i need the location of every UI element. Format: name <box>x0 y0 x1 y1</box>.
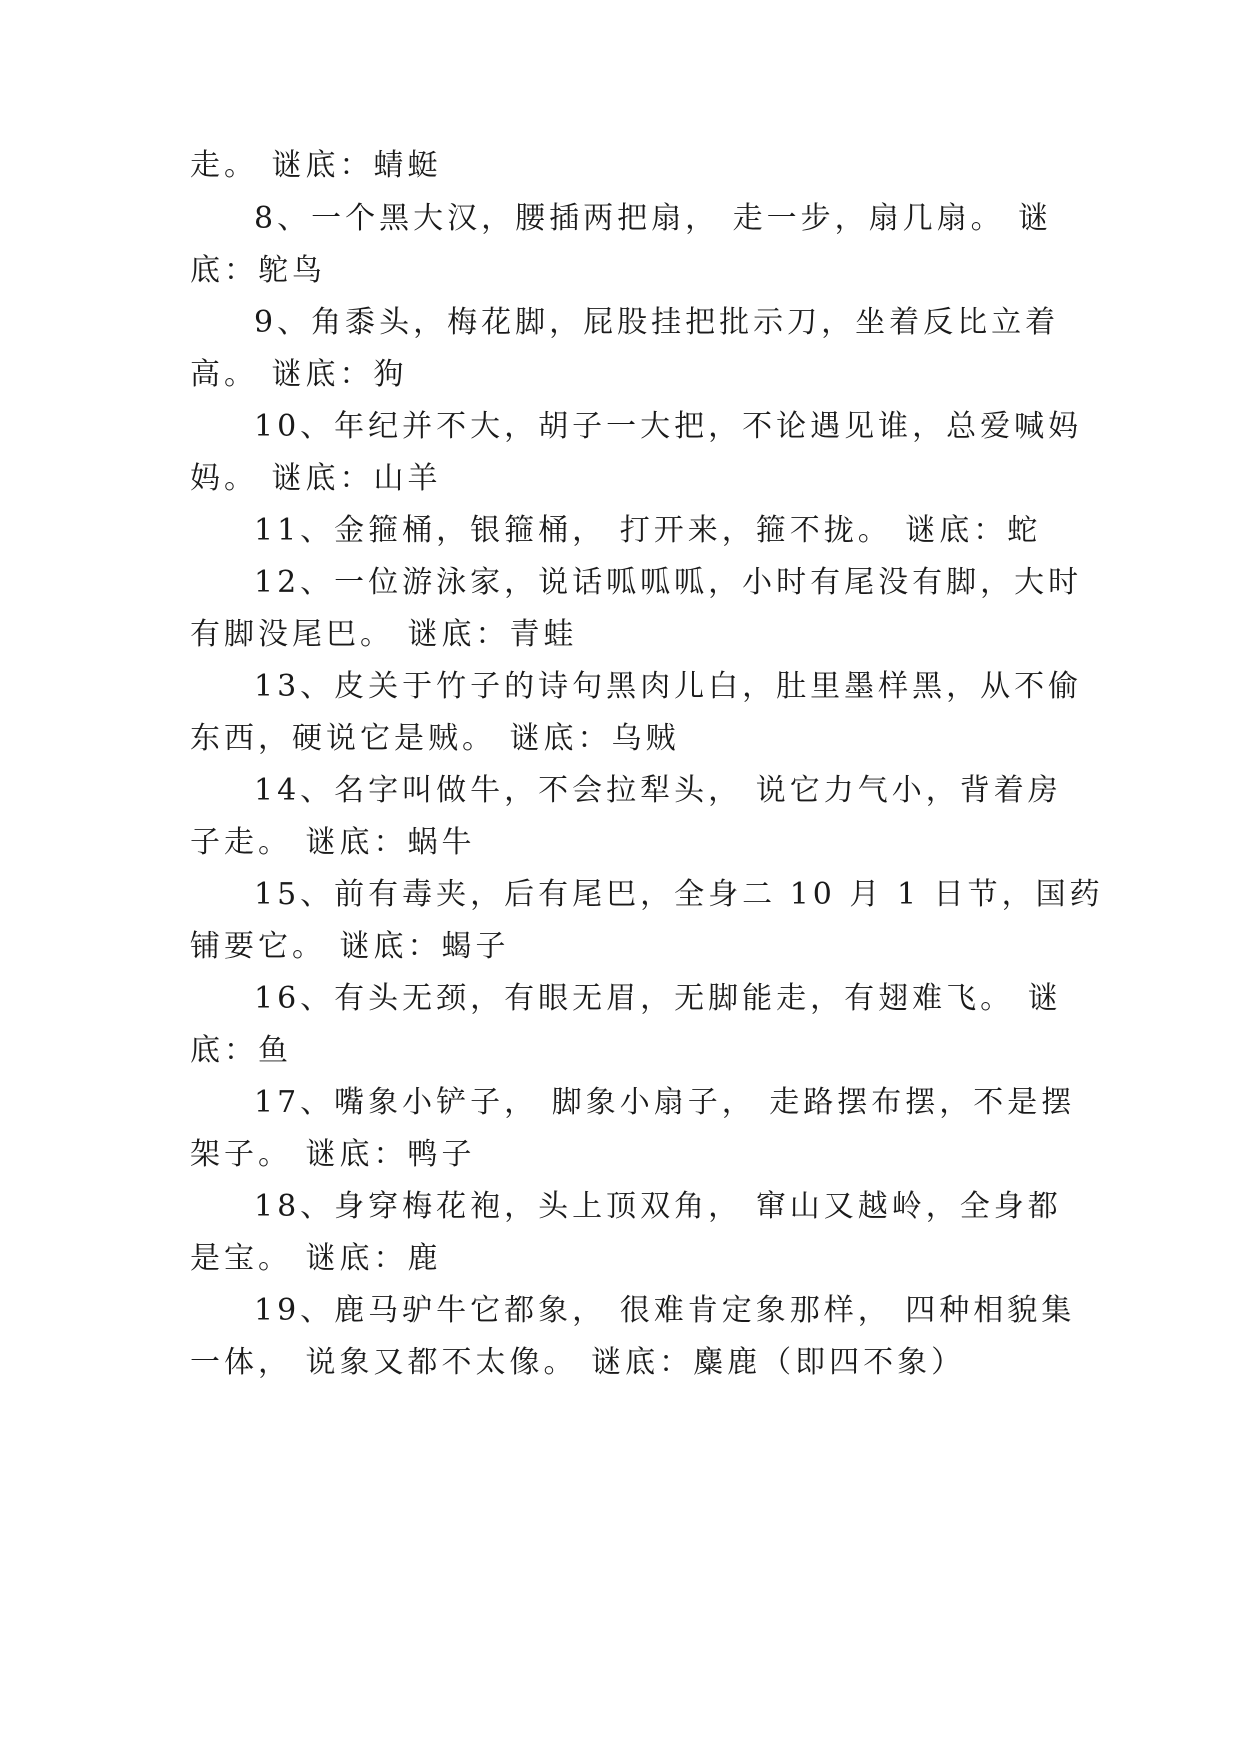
riddle-10-line-1: 10、年纪并不大，胡子一大把，不论遇见谁，总爱喊妈 <box>254 409 1083 444</box>
riddle-13-line-1: 13、皮关于竹子的诗句黑肉儿白，肚里墨样黑，从不偷 <box>254 669 1083 704</box>
riddle-10-line-2: 妈。 谜底：山羊 <box>190 461 442 496</box>
riddle-19-line-2: 一体， 说象又都不太像。 谜底：麋鹿（即四不象） <box>190 1345 966 1380</box>
riddle-9-line-1: 9、角黍头，梅花脚，屁股挂把批示刀，坐着反比立着 <box>254 305 1060 340</box>
riddle-13-line-2: 东西，硬说它是贼。 谜底：乌贼 <box>190 721 680 756</box>
riddle-14-line-1: 14、名字叫做牛，不会拉犁头， 说它力气小，背着房 <box>254 773 1062 808</box>
riddle-16-line-1: 16、有头无颈，有眼无眉，无脚能走，有翅难飞。 谜 <box>254 981 1062 1016</box>
riddle-9-line-2: 高。 谜底：狗 <box>190 357 408 392</box>
riddle-17-line-1: 17、嘴象小铲子， 脚象小扇子， 走路摆布摆，不是摆 <box>254 1085 1076 1120</box>
riddle-8-line-2: 底：鸵鸟 <box>190 253 326 288</box>
riddle-17-line-2: 架子。 谜底：鸭子 <box>190 1137 476 1172</box>
riddle-15-line-2: 铺要它。 谜底：蝎子 <box>190 929 510 964</box>
riddle-12-line-1: 12、一位游泳家，说话呱呱呱，小时有尾没有脚，大时 <box>254 565 1083 600</box>
riddle-15-line-1: 15、前有毒夹，后有尾巴，全身二 10 月 1 日节，国药 <box>254 877 1104 912</box>
riddle-18-line-1: 18、身穿梅花袍，头上顶双角， 窜山又越岭，全身都 <box>254 1189 1062 1224</box>
text-line: 走。 谜底：蜻蜓 <box>190 148 442 183</box>
riddle-12-line-2: 有脚没尾巴。 谜底：青蛙 <box>190 617 578 652</box>
riddle-14-line-2: 子走。 谜底：蜗牛 <box>190 825 476 860</box>
riddle-11-line-1: 11、金箍桶，银箍桶， 打开来，箍不拢。 谜底：蛇 <box>254 513 1042 548</box>
riddle-16-line-2: 底：鱼 <box>190 1033 292 1068</box>
riddle-18-line-2: 是宝。 谜底：鹿 <box>190 1241 442 1276</box>
riddle-8-line-1: 8、一个黑大汉，腰插两把扇， 走一步，扇几扇。 谜 <box>254 201 1053 236</box>
riddle-19-line-1: 19、鹿马驴牛它都象， 很难肯定象那样， 四种相貌集 <box>254 1293 1076 1328</box>
